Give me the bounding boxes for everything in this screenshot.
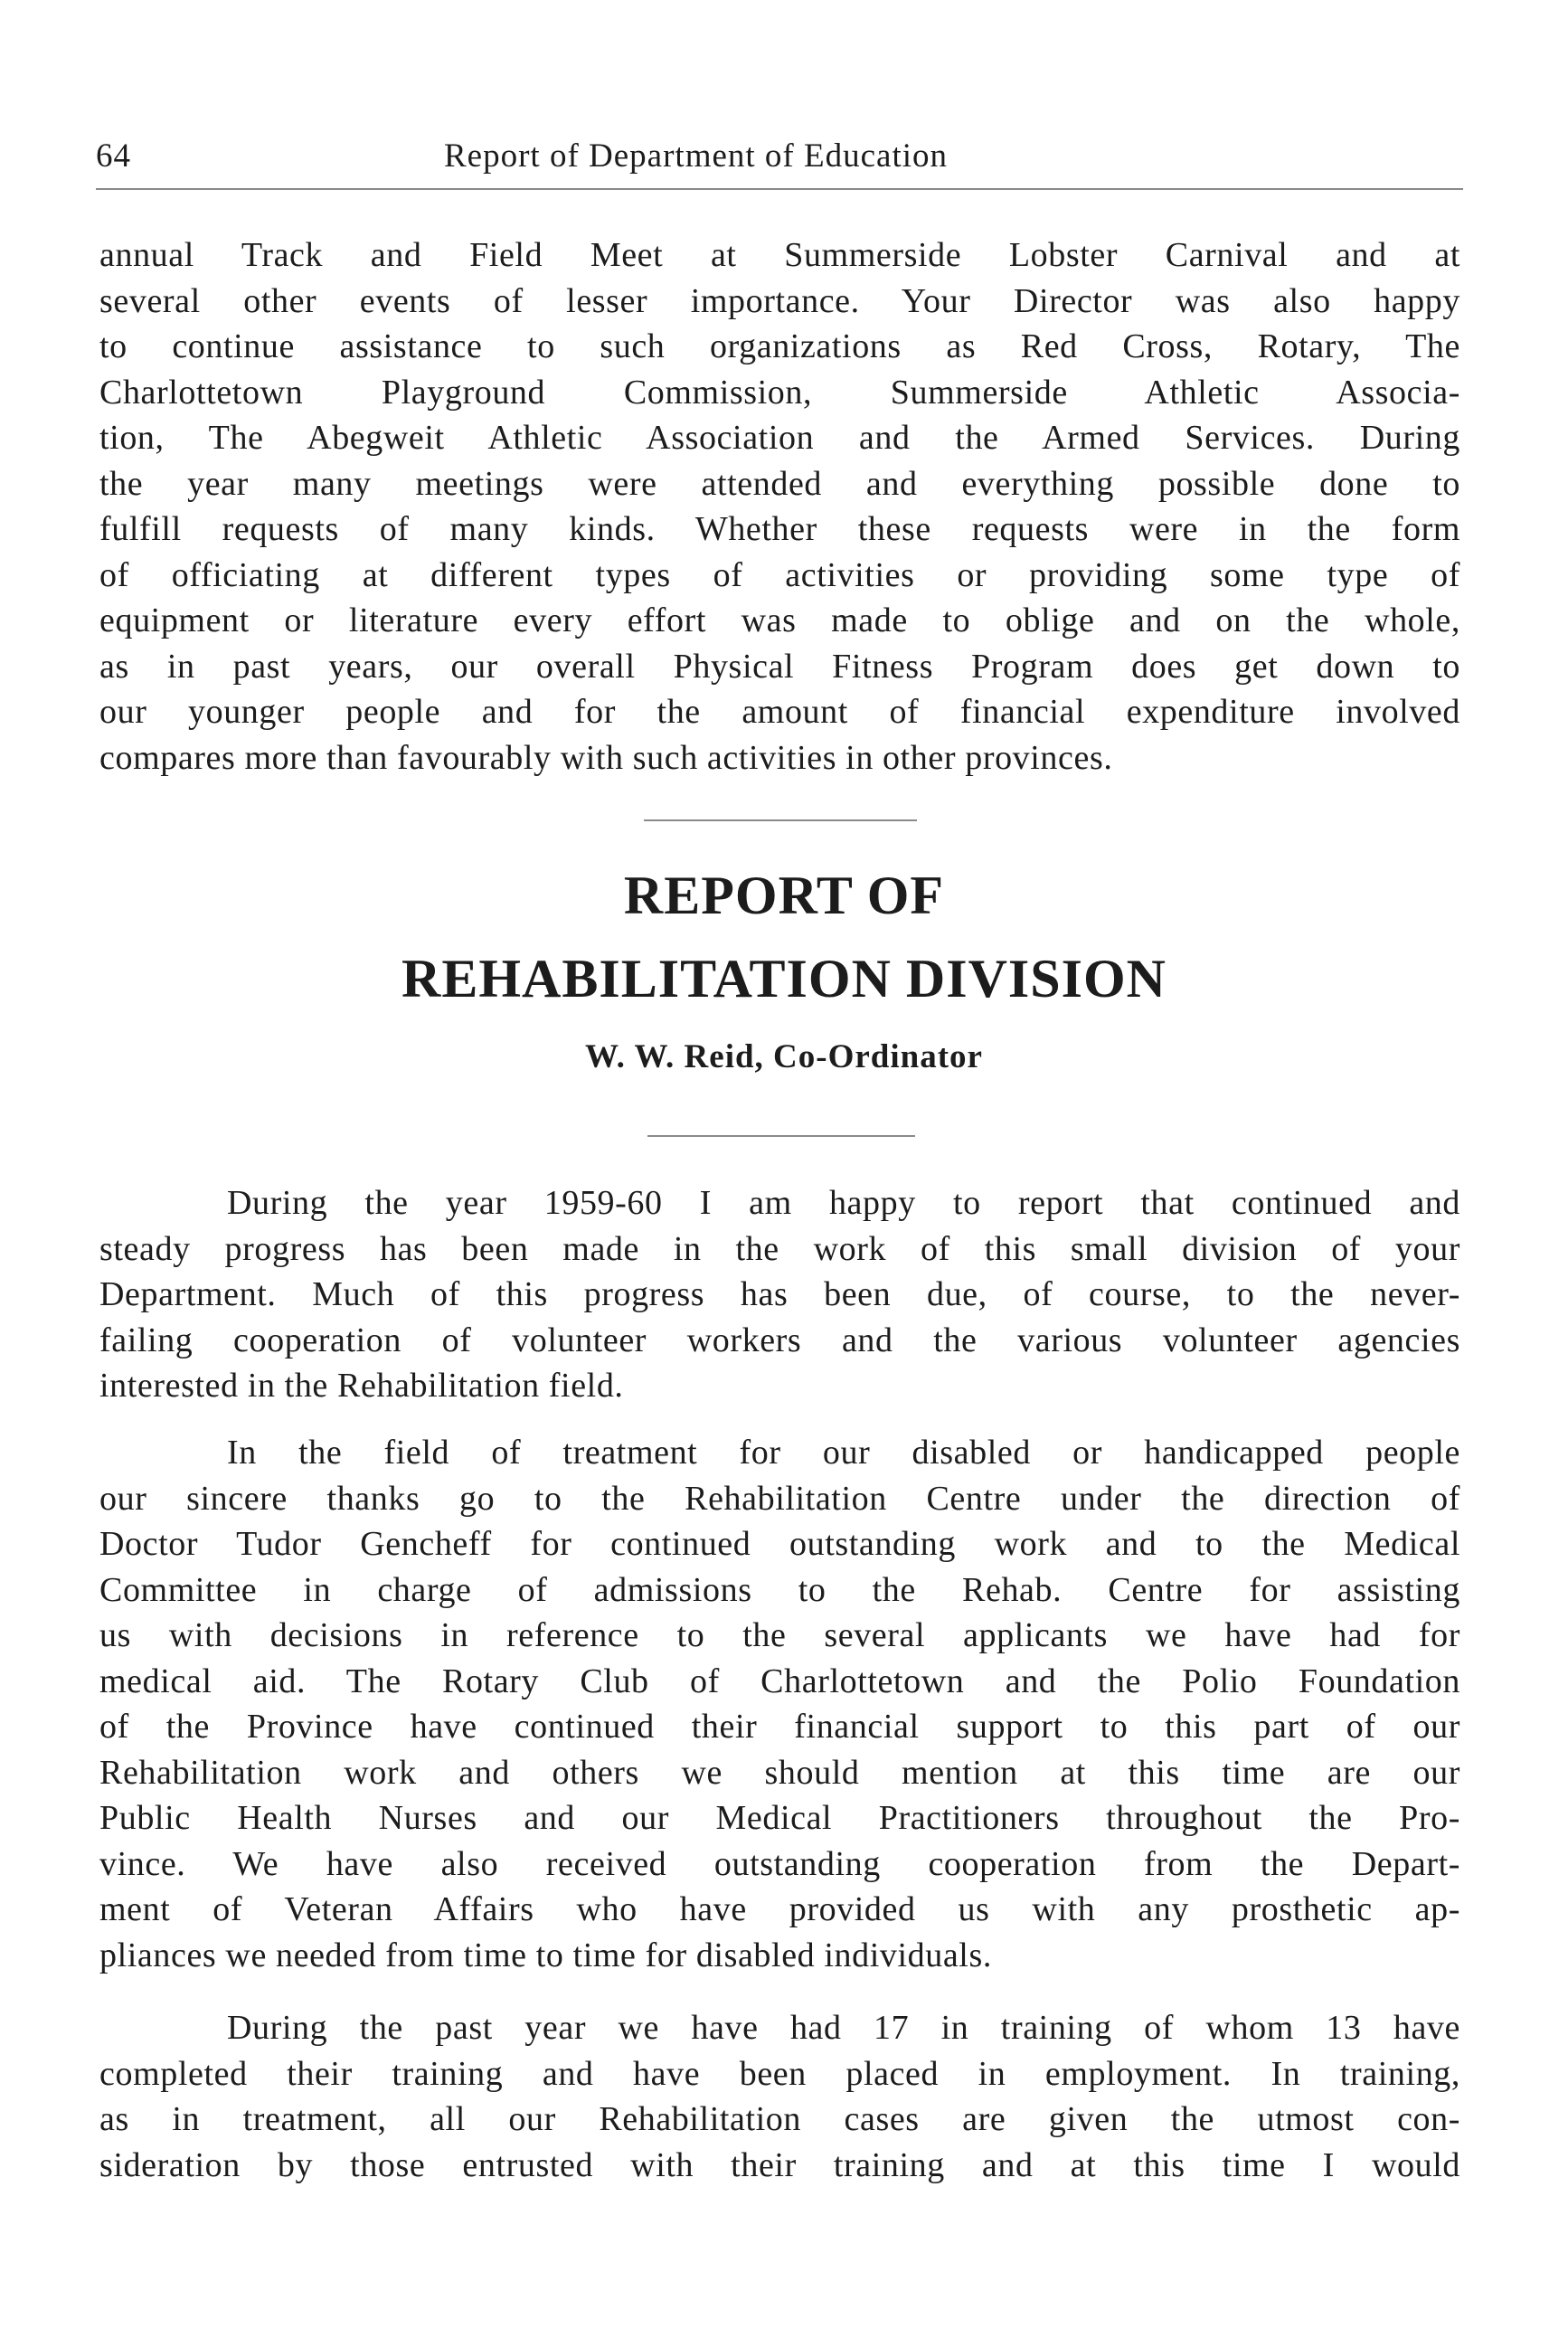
intro-paragraph bbox=[99, 232, 1460, 781]
section-divider-bottom bbox=[647, 1135, 915, 1137]
paragraph-line: pliances we needed from time to time for disabled individuals. bbox=[99, 1936, 992, 1974]
paragraph-line: compares more than favourably with such activities in other provinces. bbox=[99, 738, 1113, 777]
paragraph-line: steady progress has been made in the work of this small division of your bbox=[99, 1229, 1460, 1268]
paragraph-line: to continue assistance to such organizations as Red Cross, Rotary, The bbox=[99, 327, 1460, 365]
paragraph-line: as in treatment, all our Rehabilitation cases are given the utmost con- bbox=[99, 2100, 1460, 2138]
paragraph-line: annual Track and Field Meet at Summerside Lobster Carnival and at bbox=[99, 236, 1460, 274]
paragraph-line: Committee in charge of admissions to the Rehab. Centre for assisting bbox=[99, 1570, 1460, 1609]
header-rule bbox=[96, 188, 1463, 190]
paragraph-line: completed their training and have been placed in employment. In training, bbox=[99, 2054, 1460, 2093]
paragraph-line: Rehabilitation work and others we should mention at this time are our bbox=[99, 1753, 1460, 1792]
paragraph-line: Department. Much of this progress has been due, of course, to the never- bbox=[99, 1275, 1460, 1313]
paragraph-line: the year many meetings were attended and everything possible done to bbox=[99, 464, 1460, 503]
body-paragraph-3 bbox=[99, 2005, 1460, 2188]
paragraph-line: sideration by those entrusted with their training and at this time I would bbox=[99, 2145, 1460, 2184]
body-paragraph-2 bbox=[99, 1430, 1460, 1978]
paragraph-line: equipment or literature every effort was made to oblige and on the whole, bbox=[99, 601, 1460, 639]
paragraph-line: fulfill requests of many kinds. Whether these requests were in the form bbox=[99, 510, 1460, 548]
page-number: 64 bbox=[96, 137, 131, 175]
header-title: Report of Department of Education bbox=[444, 137, 948, 175]
paragraph-line: our sincere thanks go to the Rehabilitation Centre under the direction of bbox=[99, 1479, 1460, 1518]
section-heading-line2: REHABILITATION DIVISION bbox=[401, 949, 1167, 1008]
paragraph-line: interested in the Rehabilitation field. bbox=[99, 1367, 624, 1405]
paragraph-line: tion, The Abegweit Athletic Association and the Armed Services. During bbox=[99, 419, 1460, 457]
paragraph-line: In the field of treatment for our disabled or handicapped people bbox=[227, 1434, 1460, 1472]
paragraph-line: us with decisions in reference to the several applicants we have had for bbox=[99, 1616, 1460, 1654]
paragraph-line: as in past years, our overall Physical Fitness Program does get down to bbox=[99, 647, 1460, 686]
paragraph-line: ment of Veteran Affairs who have provided us with any prosthetic ap- bbox=[99, 1890, 1460, 1928]
paragraph-line: Doctor Tudor Gencheff for continued outstanding work and to the Medical bbox=[99, 1525, 1460, 1563]
paragraph-line: of the Province have continued their financial support to this part of our bbox=[99, 1708, 1460, 1746]
paragraph-line: During the year 1959-60 I am happy to report that continued and bbox=[227, 1184, 1460, 1222]
paragraph-line: failing cooperation of volunteer workers and the various volunteer agencies bbox=[99, 1321, 1460, 1359]
paragraph-line: medical aid. The Rotary Club of Charlottetown and the Polio Foundation bbox=[99, 1662, 1460, 1700]
paragraph-line: several other events of lesser importance. Your Director was also happy bbox=[99, 281, 1460, 320]
running-header bbox=[96, 131, 1463, 182]
section-heading-line1: REPORT OF bbox=[623, 866, 945, 925]
paragraph-line: vince. We have also received outstanding cooperation from the Depart- bbox=[99, 1844, 1460, 1883]
section-byline: W. W. Reid, Co-Ordinator bbox=[585, 1038, 983, 1075]
paragraph-line: of officiating at different types of activities or providing some type of bbox=[99, 555, 1460, 594]
paragraph-line: During the past year we have had 17 in training of whom 13 have bbox=[227, 2009, 1460, 2047]
paragraph-line: Public Health Nurses and our Medical Practitioners throughout the Pro- bbox=[99, 1799, 1460, 1837]
paragraph-line: our younger people and for the amount of financial expenditure involved bbox=[99, 693, 1460, 731]
section-divider-top bbox=[644, 819, 917, 821]
paragraph-line: Charlottetown Playground Commission, Summerside Athletic Associa- bbox=[99, 373, 1460, 412]
body-paragraph-1 bbox=[99, 1180, 1460, 1409]
